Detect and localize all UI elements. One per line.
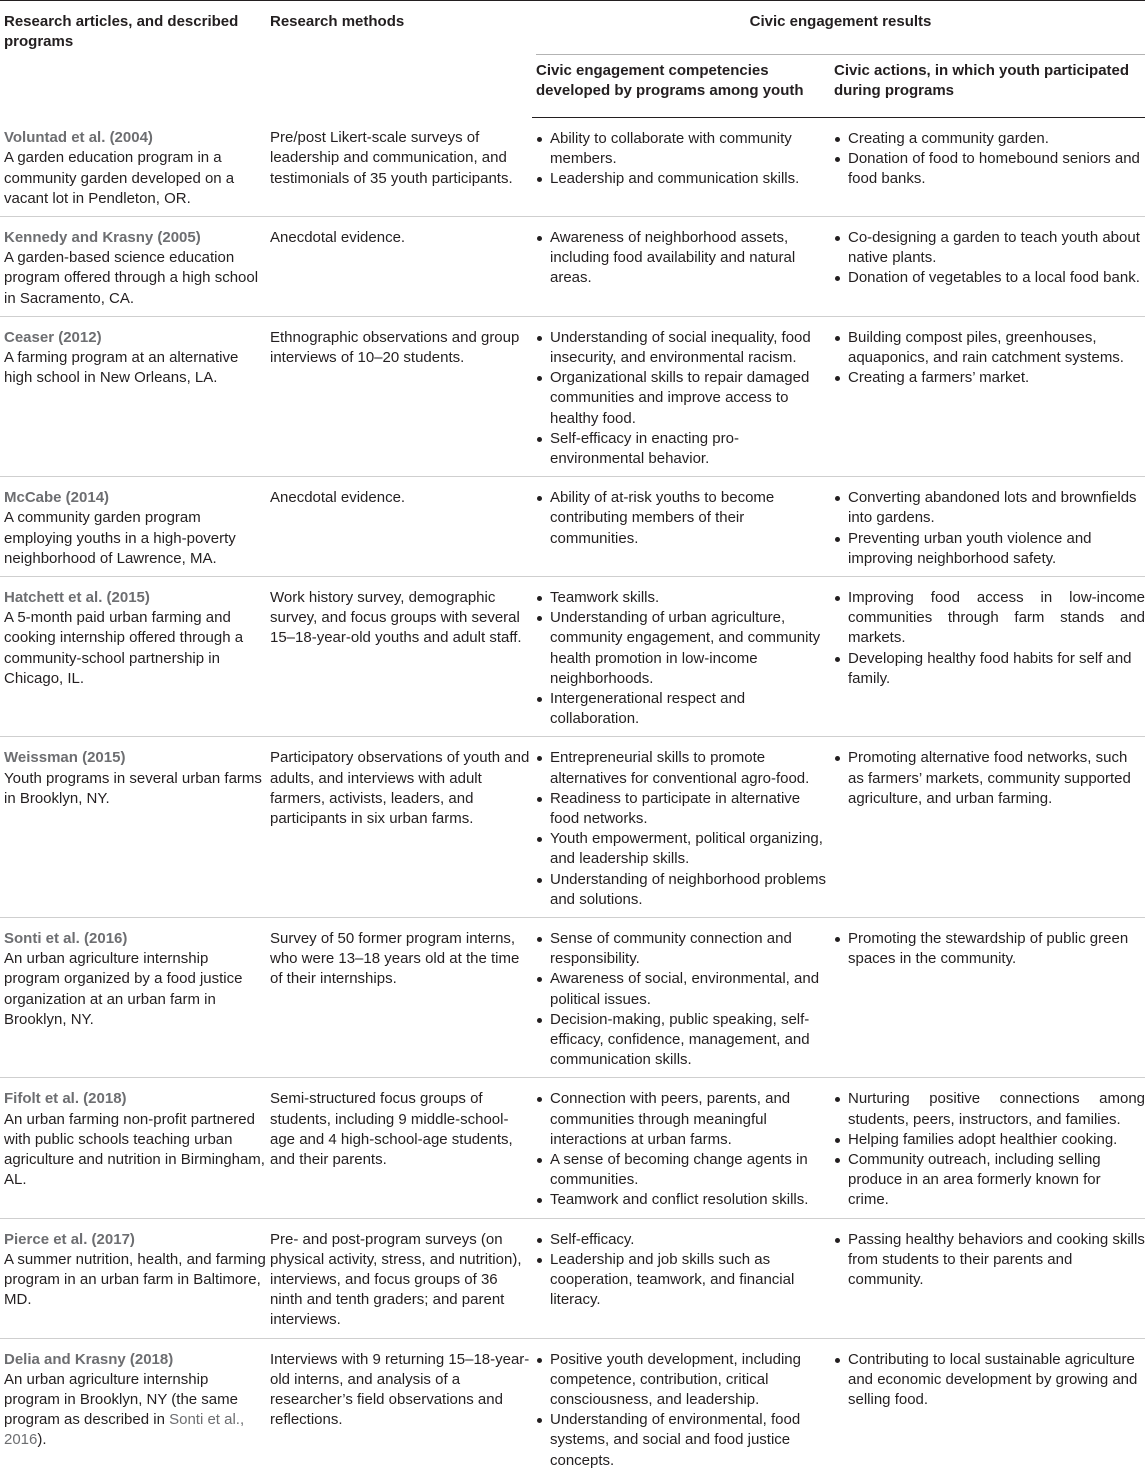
competency-item: Sense of community connection and responsibility.: [536, 929, 830, 969]
program-description: [4, 1250, 266, 1311]
methods-cell: Anecdotal evidence.: [266, 216, 532, 316]
competencies-list: [536, 1350, 830, 1471]
action-item: Community outreach, including selling produce in an area formerly known for crime.: [834, 1150, 1145, 1211]
actions-cell: [830, 1218, 1145, 1338]
methods-cell: Anecdotal evidence.: [266, 477, 532, 577]
competency-item: Intergenerational respect and collaboration.: [536, 689, 830, 729]
competencies-cell: [532, 918, 830, 1078]
program-description-text: An urban farming non-profit partnered with public schools teaching urban agriculture and nutrition in Birmingham, AL.: [4, 1110, 265, 1189]
action-item: Developing healthy food habits for self and family.: [834, 649, 1145, 689]
action-item: Contributing to local sustainable agriculture and economic development by growing and selling food.: [834, 1350, 1145, 1411]
competency-item: Leadership and communication skills.: [536, 169, 830, 189]
competency-item: Self-efficacy.: [536, 1230, 830, 1250]
actions-cell: [830, 918, 1145, 1078]
competencies-list: [536, 588, 830, 729]
program-description: [4, 508, 266, 569]
action-item: Converting abandoned lots and brownfields into gardens.: [834, 488, 1145, 528]
table-row: [0, 117, 1145, 216]
study-cell: [0, 1338, 266, 1478]
header-methods: Research methods: [266, 1, 532, 118]
actions-list: [834, 748, 1145, 809]
actions-cell: [830, 1078, 1145, 1218]
table-row: [0, 1078, 1145, 1218]
competency-item: Awareness of social, environmental, and political issues.: [536, 969, 830, 1009]
action-item: Helping families adopt healthier cooking.: [834, 1130, 1145, 1150]
study-citation: Weissman (2015): [4, 749, 126, 767]
competencies-list: [536, 228, 830, 289]
competencies-list: [536, 1089, 830, 1210]
competencies-cell: [532, 1218, 830, 1338]
competency-item: Understanding of environmental, food systems, and social and food justice concepts.: [536, 1410, 830, 1471]
competency-item: Positive youth development, including competence, contribution, critical consciousness, and leadership.: [536, 1350, 830, 1411]
study-citation: Voluntad et al. (2004): [4, 129, 153, 147]
header-competencies: Civic engagement competencies developed by programs among youth: [532, 55, 830, 117]
competencies-cell: [532, 1338, 830, 1478]
methods-cell: Participatory observations of youth and adults, and interviews with adult farmers, activists, leaders, and participants in six urban farms.: [266, 737, 532, 918]
competencies-cell: [532, 316, 830, 476]
competencies-list: [536, 748, 830, 910]
program-description-text: A community garden program employing youths in a high-poverty neighborhood of Lawrence, MA.: [4, 509, 236, 567]
study-citation: Pierce et al. (2017): [4, 1230, 135, 1248]
header-actions: Civic actions, in which youth participated during programs: [830, 55, 1145, 117]
competencies-list: [536, 328, 830, 469]
actions-list: [834, 588, 1145, 689]
program-description: [4, 248, 266, 309]
competency-item: Organizational skills to repair damaged communities and improve access to healthy food.: [536, 368, 830, 429]
competency-item: Leadership and job skills such as cooperation, teamwork, and financial literacy.: [536, 1250, 830, 1311]
action-item: Building compost piles, greenhouses, aquaponics, and rain catchment systems.: [834, 328, 1145, 368]
study-cell: [0, 117, 266, 216]
table-row: [0, 737, 1145, 918]
actions-list: [834, 1230, 1145, 1291]
table-row: [0, 216, 1145, 316]
study-citation: Sonti et al. (2016): [4, 930, 128, 948]
action-item: Promoting the stewardship of public green spaces in the community.: [834, 929, 1145, 969]
study-cell: [0, 918, 266, 1078]
program-description: [4, 348, 266, 388]
header-articles: Research articles, and described programs: [0, 1, 266, 118]
citation-link[interactable]: Sonti et al., 2016: [4, 1411, 245, 1449]
competency-item: Self-efficacy in enacting pro-environmental behavior.: [536, 429, 830, 469]
competencies-cell: [532, 117, 830, 216]
program-description-end: ).: [37, 1431, 47, 1449]
table-row: [0, 918, 1145, 1078]
actions-list: [834, 328, 1145, 389]
study-citation: Delia and Krasny (2018): [4, 1350, 174, 1368]
competencies-list: [536, 1230, 830, 1311]
actions-list: [834, 129, 1145, 190]
competency-item: Connection with peers, parents, and communities through meaningful interactions at urban farms.: [536, 1089, 830, 1150]
program-description-text: An urban agriculture internship program organized by a food justice organization at an urban farm in Brooklyn, NY.: [4, 950, 243, 1028]
table-row: [0, 576, 1145, 736]
actions-list: [834, 1350, 1145, 1411]
actions-cell: [830, 117, 1145, 216]
competencies-list: [536, 488, 830, 549]
action-item: Co-designing a garden to teach youth about native plants.: [834, 228, 1145, 268]
action-item: Creating a community garden.: [834, 129, 1145, 149]
program-description: [4, 608, 266, 689]
competencies-list: [536, 129, 830, 190]
program-description-text: A summer nutrition, health, and farming program in an urban farm in Baltimore, MD.: [4, 1250, 266, 1309]
competency-item: Ability of at-risk youths to become contributing members of their communities.: [536, 488, 830, 549]
study-cell: [0, 737, 266, 918]
competency-item: Readiness to participate in alternative food networks.: [536, 789, 830, 829]
table-body: [0, 117, 1145, 1478]
methods-cell: Survey of 50 former program interns, who were 13–18 years old at the time of their internships.: [266, 918, 532, 1078]
actions-cell: [830, 316, 1145, 476]
actions-cell: [830, 1338, 1145, 1478]
study-cell: [0, 216, 266, 316]
methods-cell: Work history survey, demographic survey, and focus groups with several 15–18-year-old youths and adult staff.: [266, 576, 532, 736]
methods-cell: Semi-structured focus groups of students, including 9 middle-school-age and 4 high-school-age students, and their parents.: [266, 1078, 532, 1218]
competency-item: Entrepreneurial skills to promote alternatives for conventional agro-food.: [536, 748, 830, 788]
program-description: [4, 949, 266, 1030]
program-description-text: A garden education program in a community garden developed on a vacant lot in Pendleton, OR.: [4, 149, 235, 207]
methods-cell: Interviews with 9 returning 15–18-year-old interns, and analysis of a researcher’s field observations and reflections.: [270, 1350, 530, 1429]
methods-cell: Pre- and post-program surveys (on physical activity, stress, and nutrition), interviews, and focus groups of 36 ninth and tenth graders; and parent interviews.: [266, 1218, 532, 1338]
header-civic-results: Civic engagement results: [536, 12, 1145, 55]
table-row: [0, 316, 1145, 476]
competency-item: Awareness of neighborhood assets, including food availability and natural areas.: [536, 228, 830, 289]
competencies-list: [536, 929, 830, 1070]
competency-item: Understanding of neighborhood problems and solutions.: [536, 870, 830, 910]
action-item: Improving food access in low-income communities through farm stands and markets.: [834, 588, 1145, 649]
competencies-cell: [532, 737, 830, 918]
competency-item: Teamwork and conflict resolution skills.: [536, 1190, 830, 1210]
table-row: [0, 1338, 1145, 1478]
study-cell: [0, 576, 266, 736]
methods-cell: Ethnographic observations and group interviews of 10–20 students.: [266, 316, 532, 476]
action-item: Donation of food to homebound seniors and food banks.: [834, 149, 1145, 189]
program-description: [4, 769, 266, 809]
program-description-text: A farming program at an alternative high school in New Orleans, LA.: [4, 348, 239, 387]
program-description: [4, 1110, 266, 1191]
actions-cell: [830, 576, 1145, 736]
study-citation: Hatchett et al. (2015): [4, 588, 150, 606]
competency-item: Understanding of social inequality, food insecurity, and environmental racism.: [536, 328, 830, 368]
study-citation: Fifolt et al. (2018): [4, 1090, 127, 1108]
action-item: Nurturing positive connections among students, peers, instructors, and families.: [834, 1089, 1145, 1129]
study-cell: [0, 477, 266, 577]
competency-item: Decision-making, public speaking, self-efficacy, confidence, management, and communication skills.: [536, 1010, 830, 1071]
program-description: [4, 148, 266, 209]
program-description-text: Youth programs in several urban farms in Brooklyn, NY.: [4, 769, 262, 807]
action-item: Promoting alternative food networks, such as farmers’ markets, community supported agriculture, and urban farming.: [834, 748, 1145, 809]
program-description-text: An urban agriculture internship program in Brooklyn, NY (the same program as described in: [4, 1370, 238, 1429]
actions-list: [834, 228, 1145, 289]
competencies-cell: [532, 576, 830, 736]
study-citation: McCabe (2014): [4, 489, 110, 507]
study-citation: Ceaser (2012): [4, 328, 102, 346]
table-row: [0, 1218, 1145, 1338]
competencies-cell: [532, 477, 830, 577]
competency-item: Understanding of urban agriculture, community engagement, and community health promotion in low-income neighborhoods.: [536, 608, 830, 689]
action-item: Creating a farmers’ market.: [834, 368, 1145, 388]
actions-list: [834, 1089, 1145, 1210]
program-description-text: A garden-based science education program offered through a high school in Sacramento, CA.: [4, 249, 259, 307]
action-item: Passing healthy behaviors and cooking skills from students to their parents and community.: [834, 1230, 1145, 1291]
competencies-cell: [532, 1078, 830, 1218]
study-cell: [0, 1218, 266, 1338]
study-citation: Kennedy and Krasny (2005): [4, 228, 201, 246]
competency-item: Teamwork skills.: [536, 588, 830, 608]
program-description-text: A 5-month paid urban farming and cooking internship offered through a community-school partnership in Chicago, IL.: [4, 609, 244, 687]
competencies-cell: [532, 216, 830, 316]
actions-cell: [830, 216, 1145, 316]
action-item: Preventing urban youth violence and improving neighborhood safety.: [834, 529, 1145, 569]
competency-item: A sense of becoming change agents in communities.: [536, 1150, 830, 1190]
competency-item: Youth empowerment, political organizing, and leadership skills.: [536, 829, 830, 869]
actions-list: [834, 488, 1145, 569]
actions-cell: [830, 477, 1145, 577]
actions-cell: [830, 737, 1145, 918]
action-item: Donation of vegetables to a local food bank.: [834, 268, 1145, 288]
table-row: [0, 477, 1145, 577]
actions-list: [834, 929, 1145, 969]
study-cell: [0, 1078, 266, 1218]
program-description: [4, 1370, 266, 1451]
methods-cell: Pre/post Likert-scale surveys of leadership and communication, and testimonials of 35 youth participants.: [266, 117, 532, 216]
study-cell: [0, 316, 266, 476]
competency-item: Ability to collaborate with community members.: [536, 129, 830, 169]
